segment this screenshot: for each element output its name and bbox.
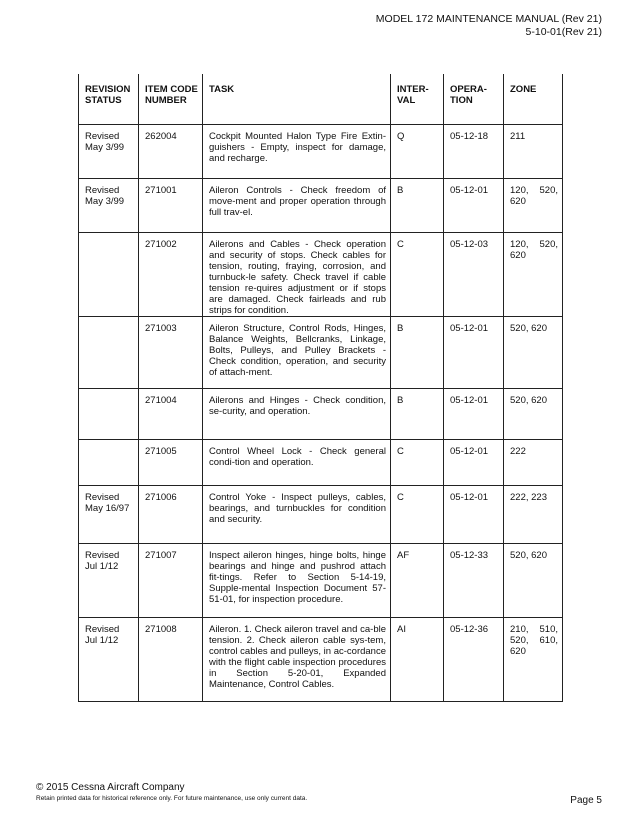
zone-cell: 222 xyxy=(504,440,563,486)
inspection-table xyxy=(78,74,563,702)
interval-cell: C xyxy=(391,440,444,486)
operation-cell: 05-12-01 xyxy=(444,440,504,486)
interval-cell: B xyxy=(391,389,444,440)
interval-cell: C xyxy=(391,486,444,544)
zone-cell: 520, 620 xyxy=(504,544,563,618)
table-row xyxy=(79,389,563,440)
revision-cell: Revised May 16/97 xyxy=(79,486,139,544)
page-footer xyxy=(36,782,307,803)
zone-cell: 211 xyxy=(504,125,563,179)
revision-cell: Revised Jul 1/12 xyxy=(79,544,139,618)
interval-cell: B xyxy=(391,179,444,233)
zone-cell: 520, 620 xyxy=(504,389,563,440)
revision-cell: Revised May 3/99 xyxy=(79,179,139,233)
revision-cell xyxy=(79,317,139,389)
column-header-revision-status: REVISION STATUS xyxy=(79,74,139,125)
task-cell: Control Wheel Lock - Check general condi-tion and operation. xyxy=(203,440,391,486)
task-cell: Ailerons and Cables - Check operation and security of stops. Check cables for tension, routing, fraying, corrosion, and turnbuck-le safety. Check travel if cable tension re-quires adjustment or if stops are damaged. Check fairleads and rub strips for condition. xyxy=(203,233,391,317)
interval-cell: AI xyxy=(391,618,444,702)
table-row xyxy=(79,544,563,618)
section-reference: 5-10-01(Rev 21) xyxy=(525,26,602,38)
zone-cell: 120, 520, 620 xyxy=(504,233,563,317)
item-code-cell: 271005 xyxy=(139,440,203,486)
item-code-cell: 271007 xyxy=(139,544,203,618)
interval-cell: Q xyxy=(391,125,444,179)
item-code-cell: 271004 xyxy=(139,389,203,440)
retention-note: Retain printed data for historical reference only. For future maintenance, use only current data. xyxy=(36,795,308,802)
column-header-zone: ZONE xyxy=(504,74,563,125)
revision-cell xyxy=(79,440,139,486)
task-cell: Control Yoke - Inspect pulleys, cables, bearings, and turnbuckles for condition and security. xyxy=(203,486,391,544)
operation-cell: 05-12-03 xyxy=(444,233,504,317)
interval-cell: C xyxy=(391,233,444,317)
item-code-cell: 262004 xyxy=(139,125,203,179)
table-row xyxy=(79,440,563,486)
table-row xyxy=(79,125,563,179)
revision-cell xyxy=(79,233,139,317)
column-header-item-code: ITEM CODE NUMBER xyxy=(139,74,203,125)
table-row xyxy=(79,233,563,317)
zone-cell: 210, 510, 520, 610, 620 xyxy=(504,618,563,702)
zone-cell: 222, 223 xyxy=(504,486,563,544)
operation-cell: 05-12-01 xyxy=(444,486,504,544)
operation-cell: 05-12-01 xyxy=(444,179,504,233)
operation-cell: 05-12-18 xyxy=(444,125,504,179)
interval-cell: B xyxy=(391,317,444,389)
table-row xyxy=(79,317,563,389)
table-row xyxy=(79,486,563,544)
task-cell: Aileron Structure, Control Rods, Hinges, Balance Weights, Bellcranks, Linkage, Bolts, Pulleys, and Pulley Brackets - Check condition, operation, and security of attach-ment. xyxy=(203,317,391,389)
task-cell: Ailerons and Hinges - Check condition, se-curity, and operation. xyxy=(203,389,391,440)
item-code-cell: 271001 xyxy=(139,179,203,233)
table-row xyxy=(79,179,563,233)
revision-cell: Revised Jul 1/12 xyxy=(79,618,139,702)
copyright-notice: © 2015 Cessna Aircraft Company xyxy=(36,782,185,793)
operation-cell: 05-12-36 xyxy=(444,618,504,702)
page-header xyxy=(376,13,602,39)
column-header-interval: INTER- VAL xyxy=(391,74,444,125)
interval-cell: AF xyxy=(391,544,444,618)
item-code-cell: 271008 xyxy=(139,618,203,702)
task-cell: Aileron. 1. Check aileron travel and ca-ble tension. 2. Check aileron cable sys-tem, control cables and pulleys, in ac-cordance with the flight cable inspection procedures in Section 5-20-01, Expanded Maintenance, Control Cables. xyxy=(203,618,391,702)
revision-cell xyxy=(79,389,139,440)
task-cell: Inspect aileron hinges, hinge bolts, hinge bearings and hinge and pushrod attach fit-tings. Refer to Section 5-14-19, Supple-mental Inspection Document 57-51-01, for inspection procedure. xyxy=(203,544,391,618)
inspection-table-container xyxy=(78,74,562,702)
task-cell: Cockpit Mounted Halon Type Fire Extin-guishers - Empty, inspect for damage, and recharge. xyxy=(203,125,391,179)
item-code-cell: 271002 xyxy=(139,233,203,317)
manual-title: MODEL 172 MAINTENANCE MANUAL (Rev 21) xyxy=(375,13,602,25)
column-header-operation: OPERA- TION xyxy=(444,74,504,125)
item-code-cell: 271006 xyxy=(139,486,203,544)
item-code-cell: 271003 xyxy=(139,317,203,389)
column-header-task: TASK xyxy=(203,74,391,125)
table-row xyxy=(79,618,563,702)
operation-cell: 05-12-33 xyxy=(444,544,504,618)
zone-cell: 520, 620 xyxy=(504,317,563,389)
zone-cell: 120, 520, 620 xyxy=(504,179,563,233)
revision-cell: Revised May 3/99 xyxy=(79,125,139,179)
operation-cell: 05-12-01 xyxy=(444,317,504,389)
page-number: Page 5 xyxy=(570,795,602,806)
operation-cell: 05-12-01 xyxy=(444,389,504,440)
table-header-row xyxy=(79,74,563,125)
task-cell: Aileron Controls - Check freedom of move-ment and proper operation through full trav-el. xyxy=(203,179,391,233)
